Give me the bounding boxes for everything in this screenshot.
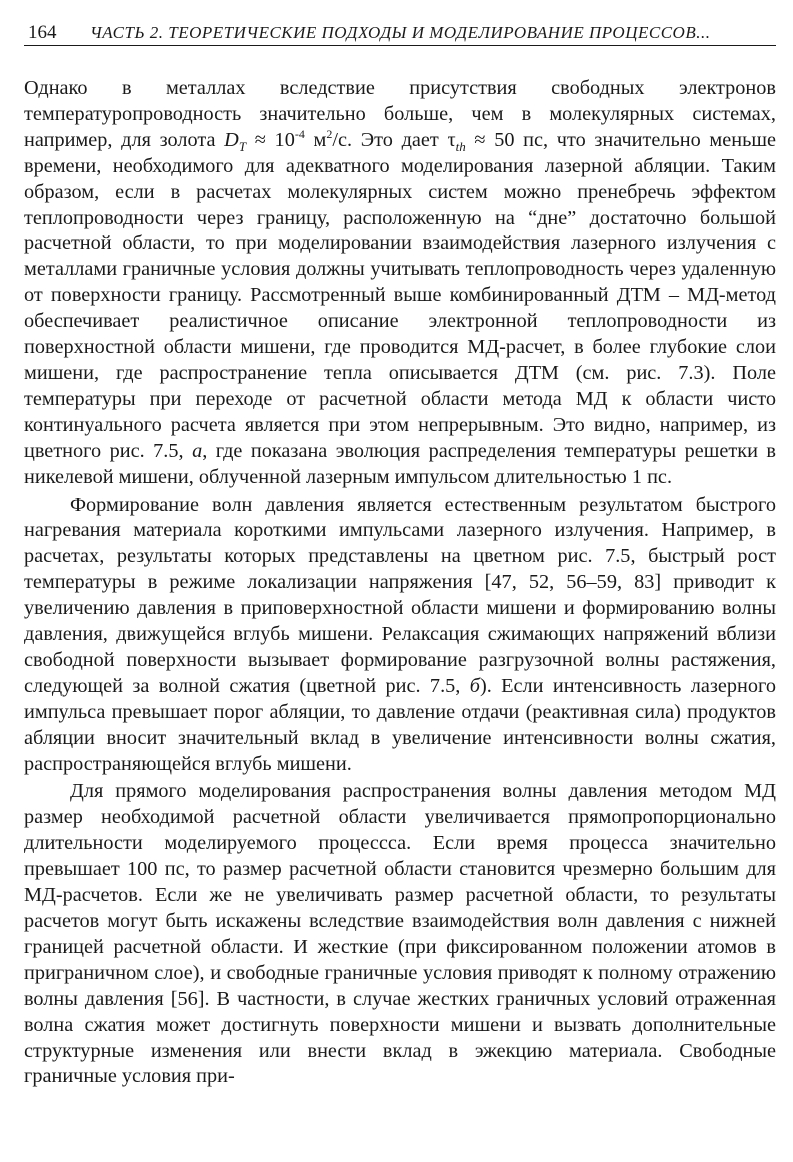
diffusivity-symbol: $D_T$ <box>224 128 247 154</box>
paragraph-2-text-a: Формирование волн давления является естественным результатом быстрого нагревания материала короткими импульсами лазерного излучения. Например, в расчетах, результаты которых представлены на цветном рис. 7.5, быстрый рост температуры в режиме локализации напряжения [47, 52, 56–59, 83] приводит к увеличению давления в приповерхностной области мишени и формированию волны давления, движущейся вглубь мишени. Релаксация сжимающих напряжений вблизи свободной поверхности вызывает формирование разгрузочной волны растяжения, следующей за волной сжатия (цветной рис. 7.5, <box>24 493 776 697</box>
approx-value: ≈ 10 <box>246 128 295 151</box>
body-text <box>24 76 776 1090</box>
paragraph-1-text-a: Однако в металлах вследствие присутствия свободных электронов температуропроводность значительно больше, чем в молекулярных системах, например, для золота <box>24 77 776 151</box>
tau-subscript: th <box>455 138 466 154</box>
paragraph-1 <box>24 76 776 491</box>
book-page <box>24 22 776 1090</box>
paragraph-2 <box>24 493 776 778</box>
paragraph-1-text-d: , где показана эволюция распределения температуры решетки в никелевой мишени, облученной лазерным импульсом длительностью 1 пс. <box>24 439 776 488</box>
exponent: -4 <box>294 127 305 142</box>
unit-exponent: 2 <box>326 127 333 142</box>
paragraph-2-text-b: ). Если интенсивность лазерного импульса превышает порог абляции, то давление отдачи (реактивная сила) продуктов абляции вносит значительный вклад в увеличение интенсивности волны сжатия, распространяющейся вглубь мишени. <box>24 674 776 775</box>
figure-ref-b: б <box>469 674 480 697</box>
running-head: ЧАСТЬ 2. ТЕОРЕТИЧЕСКИЕ ПОДХОДЫ И МОДЕЛИРОВАНИЕ ПРОЦЕССОВ... <box>90 23 711 42</box>
page-number: 164 <box>28 22 57 43</box>
paragraph-1-text-b: /с. Это дает τ <box>332 128 456 151</box>
paragraph-3: Для прямого моделирования распространения волны давления методом МД размер необходимой расчетной области увеличивается прямопропорционально длительности моделируемого процессса. Если время процесса значительно превышает 100 пс, то размер расчетной области становится чрезмерно большим для МД-расчетов. Если же не увеличивать размер расчетной области, то результаты расчетов могут быть искажены вследствие взаимодействия волн давления с нижней границей расчетной области. И жесткие (при фиксированном положении атомов в приграничном слое), и свободные граничные условия приводят к полному отражению волны давления [56]. В частности, в случае жестких граничных условий отраженная волна сжатия может достигнуть поверхности мишени и вызвать дополнительные структурные изменения или внести вклад в эжекцию материала. Свободные граничные условия при- <box>24 780 776 1088</box>
paragraph-1-text-c: ≈ 50 пс, что значительно меньше времени, необходимого для адекватного моделирования лазерной абляции. Таким образом, если в расчетах молекулярных систем можно пренебречь эффектом теплопроводности через границу, расположенную на “дне” достаточно большой расчетной области, то при моделировании взаимодействия лазерного излучения с металлами граничные условия должны учитывать теплопроводность через удаленную от поверхности границу. Рассмотренный выше комбинированный ДТМ – МД-метод обеспечивает реалистичное описание электронной теплопроводности из поверхностной области мишени, где проводится МД-расчет, в более глубокие слои мишени, где распространение тепла описывается ДТМ (см. рис. 7.3). Поле температуры при переходе от расчетной области метода МД к области чисто континуального расчета является при этом непрерывным. Это видно, например, из цветного рис. 7.5, <box>24 128 776 462</box>
unit-text: м <box>304 128 327 151</box>
figure-ref-a: а <box>192 439 203 462</box>
page-header <box>24 22 776 46</box>
